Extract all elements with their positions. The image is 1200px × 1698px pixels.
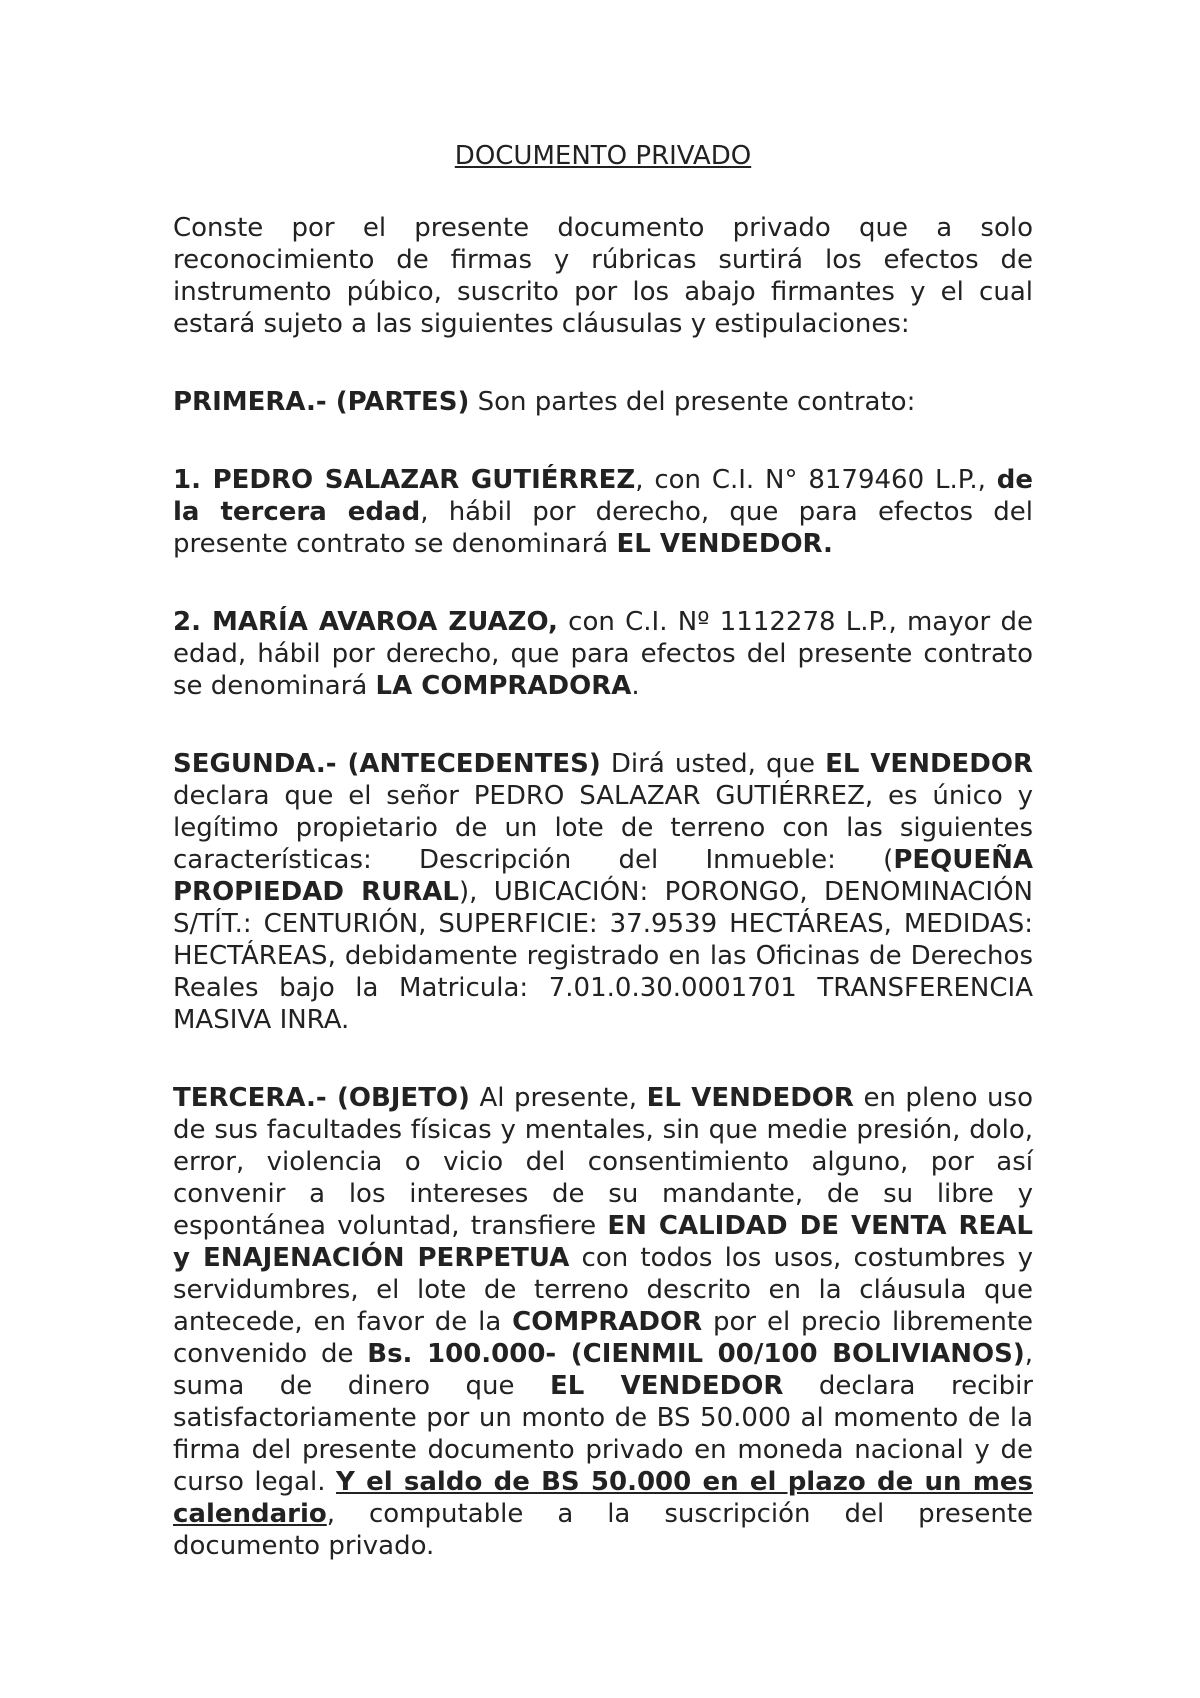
clause-primera-text: Son partes del presente contrato: (469, 387, 916, 417)
party-1-age: de la tercera edad (173, 465, 1033, 527)
clause-segunda (173, 748, 1033, 1036)
party-2-name: 2. MARÍA AVAROA ZUAZO, (173, 607, 558, 637)
party-1-id-text: , con C.I. N° 8179460 L.P., (635, 465, 997, 495)
party-2-role: LA COMPRADORA (375, 671, 632, 701)
clause-segunda-text-3: ), UBICACIÓN: PORONGO, DENOMINACIÓN S/TÍT.: CENTURIÓN, SUPERFICIE: 37.9539 HECTÁREAS, MEDIDAS: HECTÁREAS, debidamente registrado en las Oficinas de Derechos Reales bajo la Matricula: 7.01.0.30.0001701 TRANSFERENCIA MASIVA INRA. (173, 877, 1033, 1035)
party-2-paragraph (173, 606, 1033, 702)
clause-segunda-heading: SEGUNDA.- (ANTECEDENTES) (173, 749, 601, 779)
clause-tercera-text-1: Al presente, (469, 1083, 647, 1113)
clause-segunda-text-2: declara que el señor PEDRO SALAZAR GUTIÉRREZ, es único y legítimo propietario de un lote de terreno con las siguientes características: Descripción del Inmueble: ( (173, 781, 1033, 875)
clause-tercera-balance-terms: Y el saldo de BS 50.000 en el plazo de un mes calendario (173, 1467, 1034, 1529)
clause-primera-heading: PRIMERA.- (PARTES) (173, 387, 470, 417)
clause-tercera-comprador: COMPRADOR (512, 1307, 703, 1337)
clause-tercera-text-2: en pleno uso de sus facultades físicas y mentales, sin que medie presión, dolo, error, violencia o vicio del consentimiento alguno, por así convenir a los intereses de su mandante, de su libre y espontánea voluntad, transfiere (173, 1083, 1033, 1241)
clause-tercera-vendedor-2: EL VENDEDOR (550, 1371, 784, 1401)
clause-primera (173, 386, 1033, 418)
clause-segunda-property-type: PEQUEÑA PROPIEDAD RURAL (173, 845, 1033, 907)
clause-tercera-text-7: , computable a la suscripción del presente documento privado. (173, 1499, 1033, 1561)
clause-tercera-price: Bs. 100.000- (CIENMIL 00/100 BOLIVIANOS) (367, 1339, 1025, 1369)
clause-tercera (173, 1082, 1033, 1562)
document-title: DOCUMENTO PRIVADO (454, 141, 752, 171)
clause-tercera-vendedor: EL VENDEDOR (646, 1083, 854, 1113)
party-1-name: 1. PEDRO SALAZAR GUTIÉRREZ (173, 465, 636, 495)
party-1-text: , hábil por derecho, que para efectos del presente contrato se denominará (173, 497, 1033, 559)
party-1-role: EL VENDEDOR. (616, 529, 833, 559)
clause-segunda-text-1: Dirá usted, que (600, 749, 826, 779)
clause-tercera-text-4: por el precio libremente convenido de (173, 1307, 1034, 1369)
party-2-end: . (631, 671, 640, 701)
party-2-text: con C.I. Nº 1112278 L.P., mayor de edad, hábil por derecho, que para efectos del presente contrato se denominará (173, 607, 1034, 701)
intro-paragraph: Conste por el presente documento privado que a solo reconocimiento de firmas y rúbricas surtirá los efectos de instrumento púbico, suscrito por los abajo firmantes y el cual estará sujeto a las siguientes cláusulas y estipulaciones: (173, 213, 1033, 339)
clause-tercera-sale-type: EN CALIDAD DE VENTA REAL y ENAJENACIÓN PERPETUA (173, 1211, 1033, 1273)
clause-tercera-text-5: , suma de dinero que (173, 1339, 1033, 1401)
clause-tercera-text-3: con todos los usos, costumbres y servidumbres, el lote de terreno descrito en la cláusula que antecede, en favor de la (173, 1243, 1033, 1337)
clause-tercera-heading: TERCERA.- (OBJETO) (173, 1083, 470, 1113)
party-1-paragraph (173, 464, 1033, 560)
clause-segunda-vendedor: EL VENDEDOR (825, 749, 1033, 779)
clause-tercera-text-6: declara recibir satisfactoriamente por un monto de BS 50.000 al momento de la firma del presente documento privado en moneda nacional y de curso legal. (173, 1371, 1033, 1497)
